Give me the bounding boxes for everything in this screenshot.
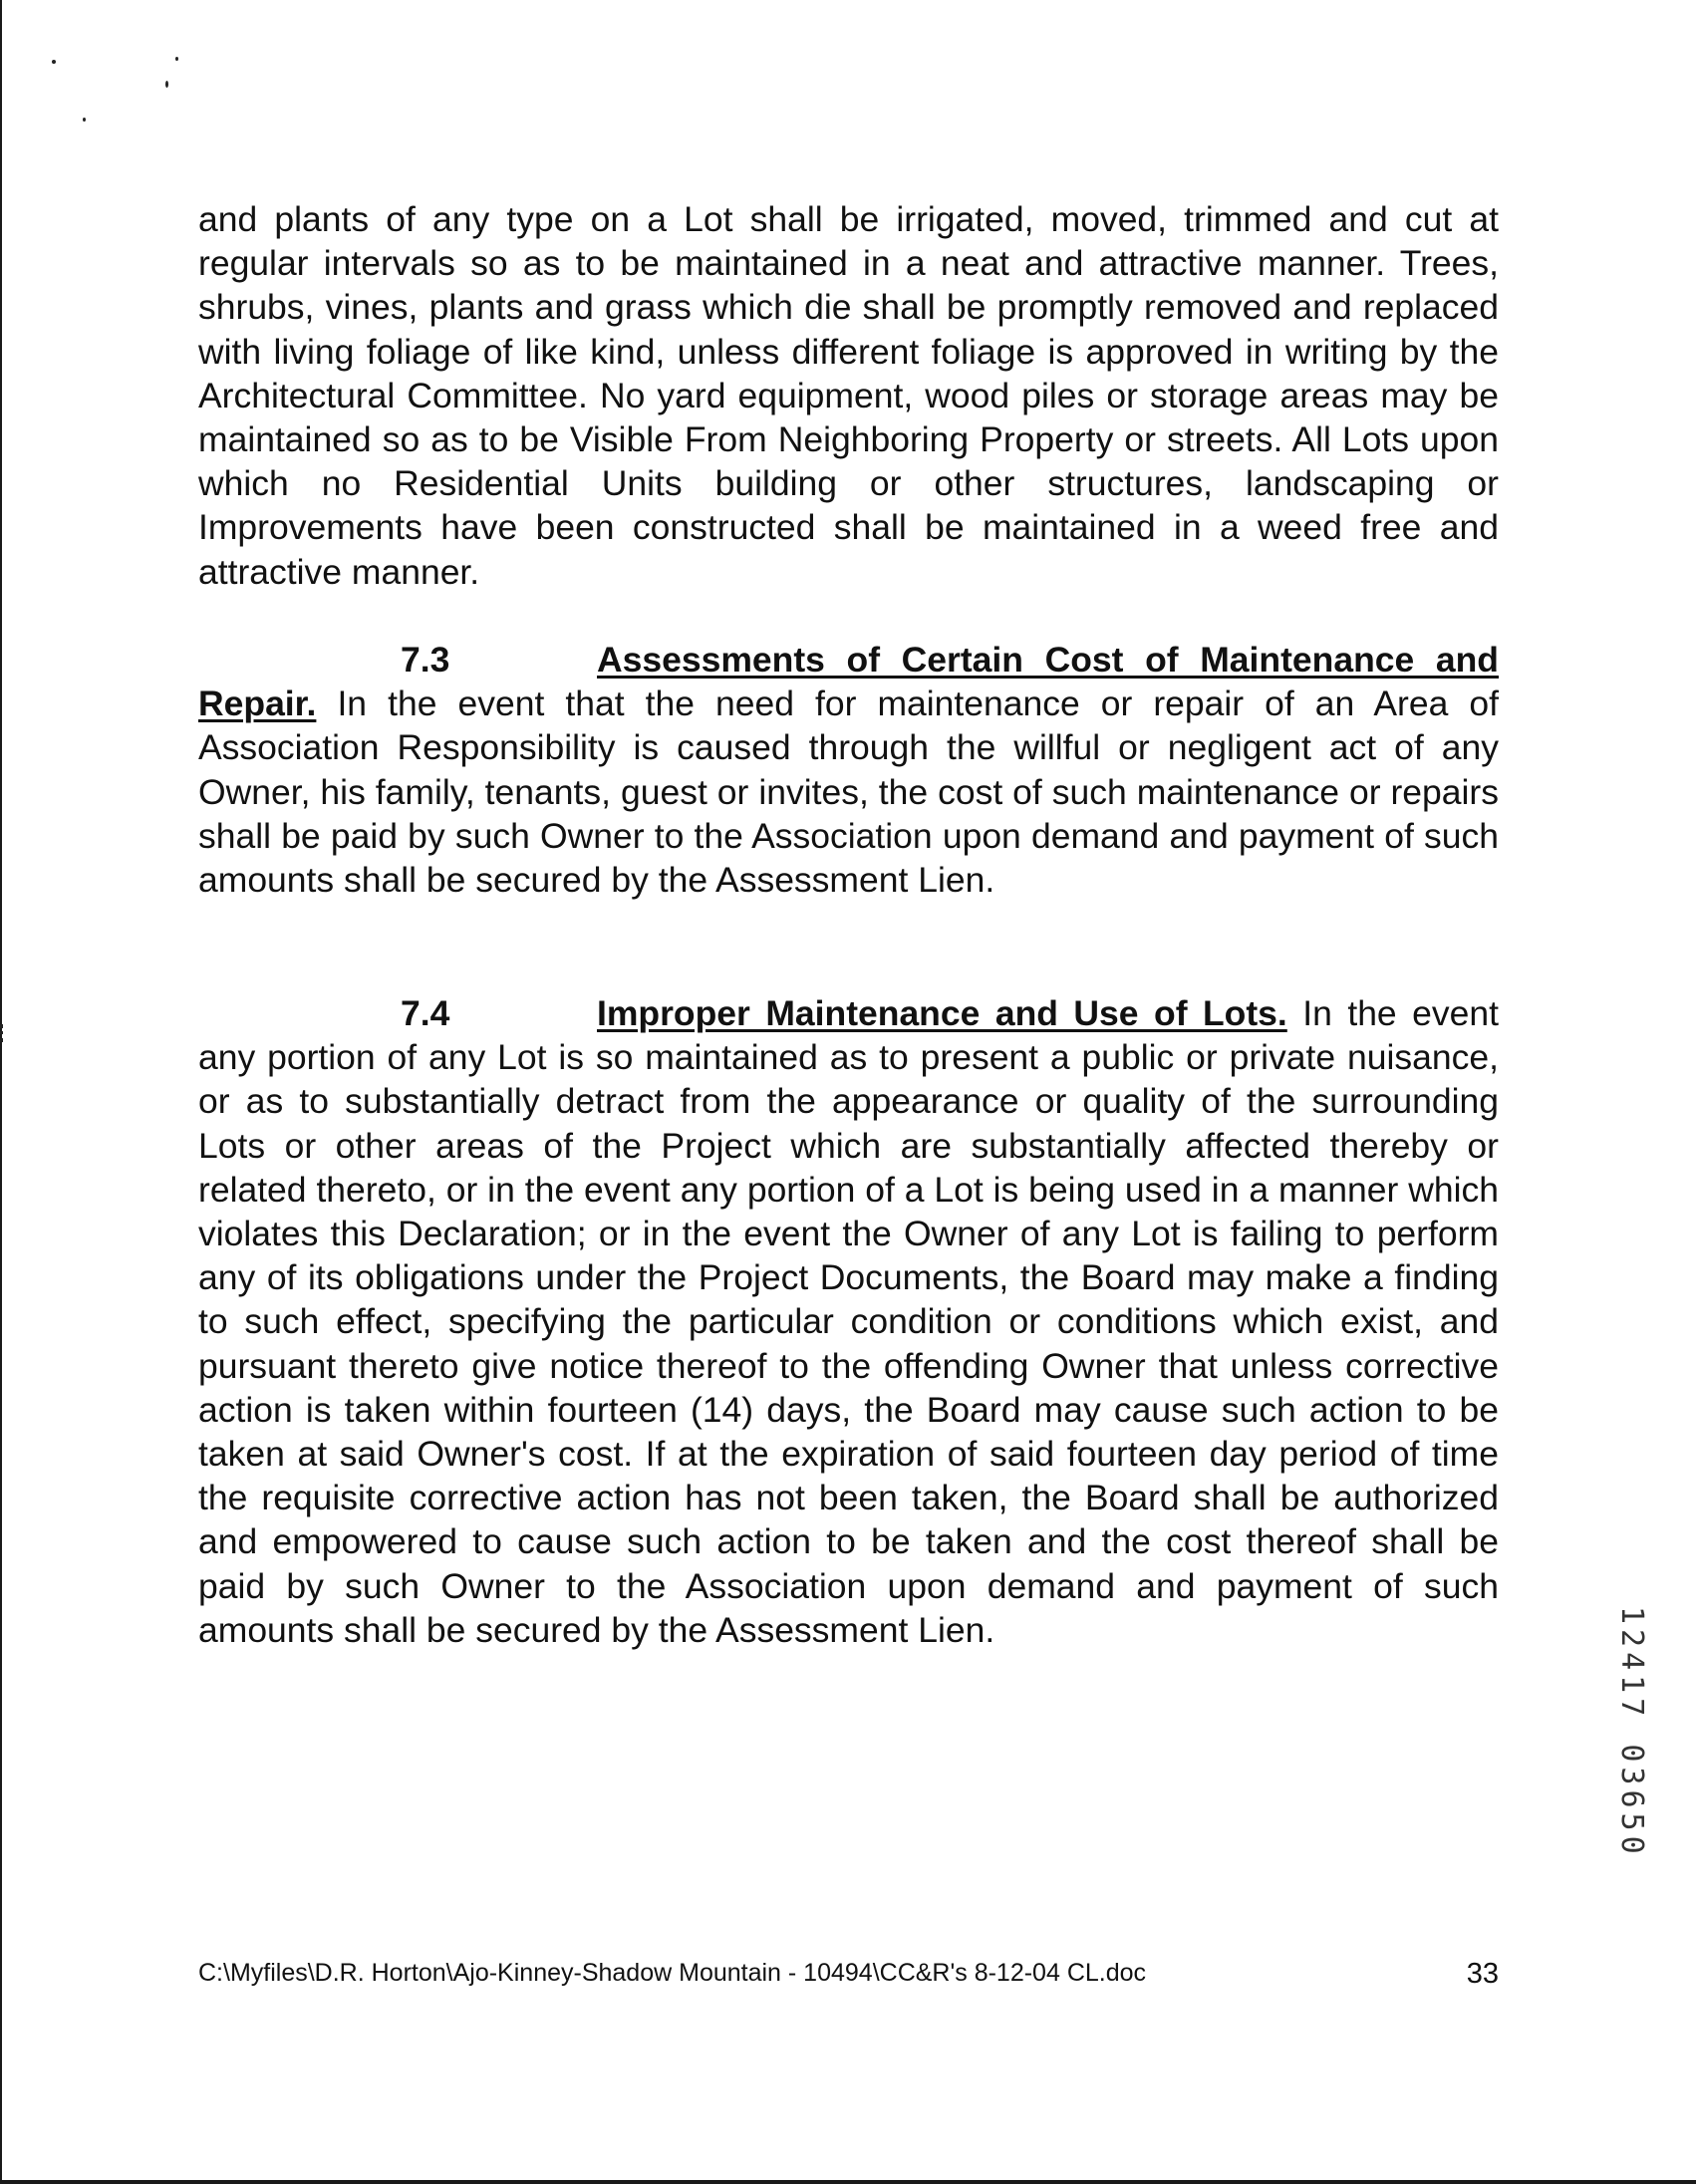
section-7-3-body: In the event that the need for maintenance or repair of an Area of Association Responsibility is caused through the willful or negligent act of any Owner, his family, tenants, guest or invites, the cost of such maintenance or repairs shall be paid by such Owner to the Association upon demand and payment of such amounts shall be secured by the Assessment Lien. — [198, 683, 1499, 901]
section-7-4 — [198, 991, 1499, 1652]
scan-speck — [52, 60, 56, 64]
footer-file-path: C:\Myfiles\D.R. Horton\Ajo-Kinney-Shadow Mountain - 10494\CC&R's 8-12-04 CL.doc — [198, 1959, 1147, 1987]
scan-left-edge — [0, 0, 2, 2184]
recording-stamp — [1614, 1606, 1648, 1895]
section-7-4-title: Improper Maintenance and Use of Lots. — [597, 993, 1287, 1033]
paragraph-continuation: and plants of any type on a Lot shall be irrigated, moved, trimmed and cut at regular intervals so as to be maintained in a neat and attractive manner. Trees, shrubs, vines, plants and grass which die shall be promptly removed and replaced with living foliage of like kind, unless different foliage is approved in writing by the Architectural Committee. No yard equipment, wood piles or storage areas may be maintained so as to be Visible From Neighboring Property or streets. All Lots upon which no Residential Units building or other structures, landscaping or Improvements have been constructed shall be maintained in a weed free and attractive manner. — [198, 199, 1499, 592]
section-7-4-number: 7.4 — [401, 993, 450, 1033]
scan-bottom-edge — [0, 2180, 1696, 2184]
scan-edge-mark — [0, 1024, 6, 1042]
scan-speck — [83, 118, 86, 122]
section-7-3-number: 7.3 — [401, 640, 450, 680]
section-7-3-title: Assessments of Certain Cost of Maintenance and Repair. — [198, 640, 1499, 724]
section-7-3 — [198, 638, 1499, 902]
recording-stamp-text: 12417 03650 — [1614, 1606, 1649, 1859]
section-7-4-body: In the event any portion of any Lot is so maintained as to present a public or private nuisance, or as to substantially detract from the appearance or quality of the surrounding Lots or other areas of the Project which are substantially affected thereby or related thereto, or in the event any portion of a Lot is being used in a manner which violates this Declaration; or in the event the Owner of any Lot is failing to perform any of its obligations under the Project Documents, the Board may make a finding to such effect, specifying the particular condition or conditions which exist, and pursuant thereto give notice thereof to the offending Owner that unless corrective action is taken within fourteen (14) days, the Board may cause such action to be taken at said Owner's cost. If at the expiration of said fourteen day period of time the requisite corrective action has not been taken, the Board shall be authorized and empowered to cause such action to be taken and the cost thereof shall be paid by such Owner to the Association upon demand and payment of such amounts shall be secured by the Assessment Lien. — [198, 993, 1499, 1650]
scan-speck — [165, 81, 168, 88]
scan-speck — [175, 57, 178, 61]
page-number: 33 — [1466, 1958, 1499, 1990]
